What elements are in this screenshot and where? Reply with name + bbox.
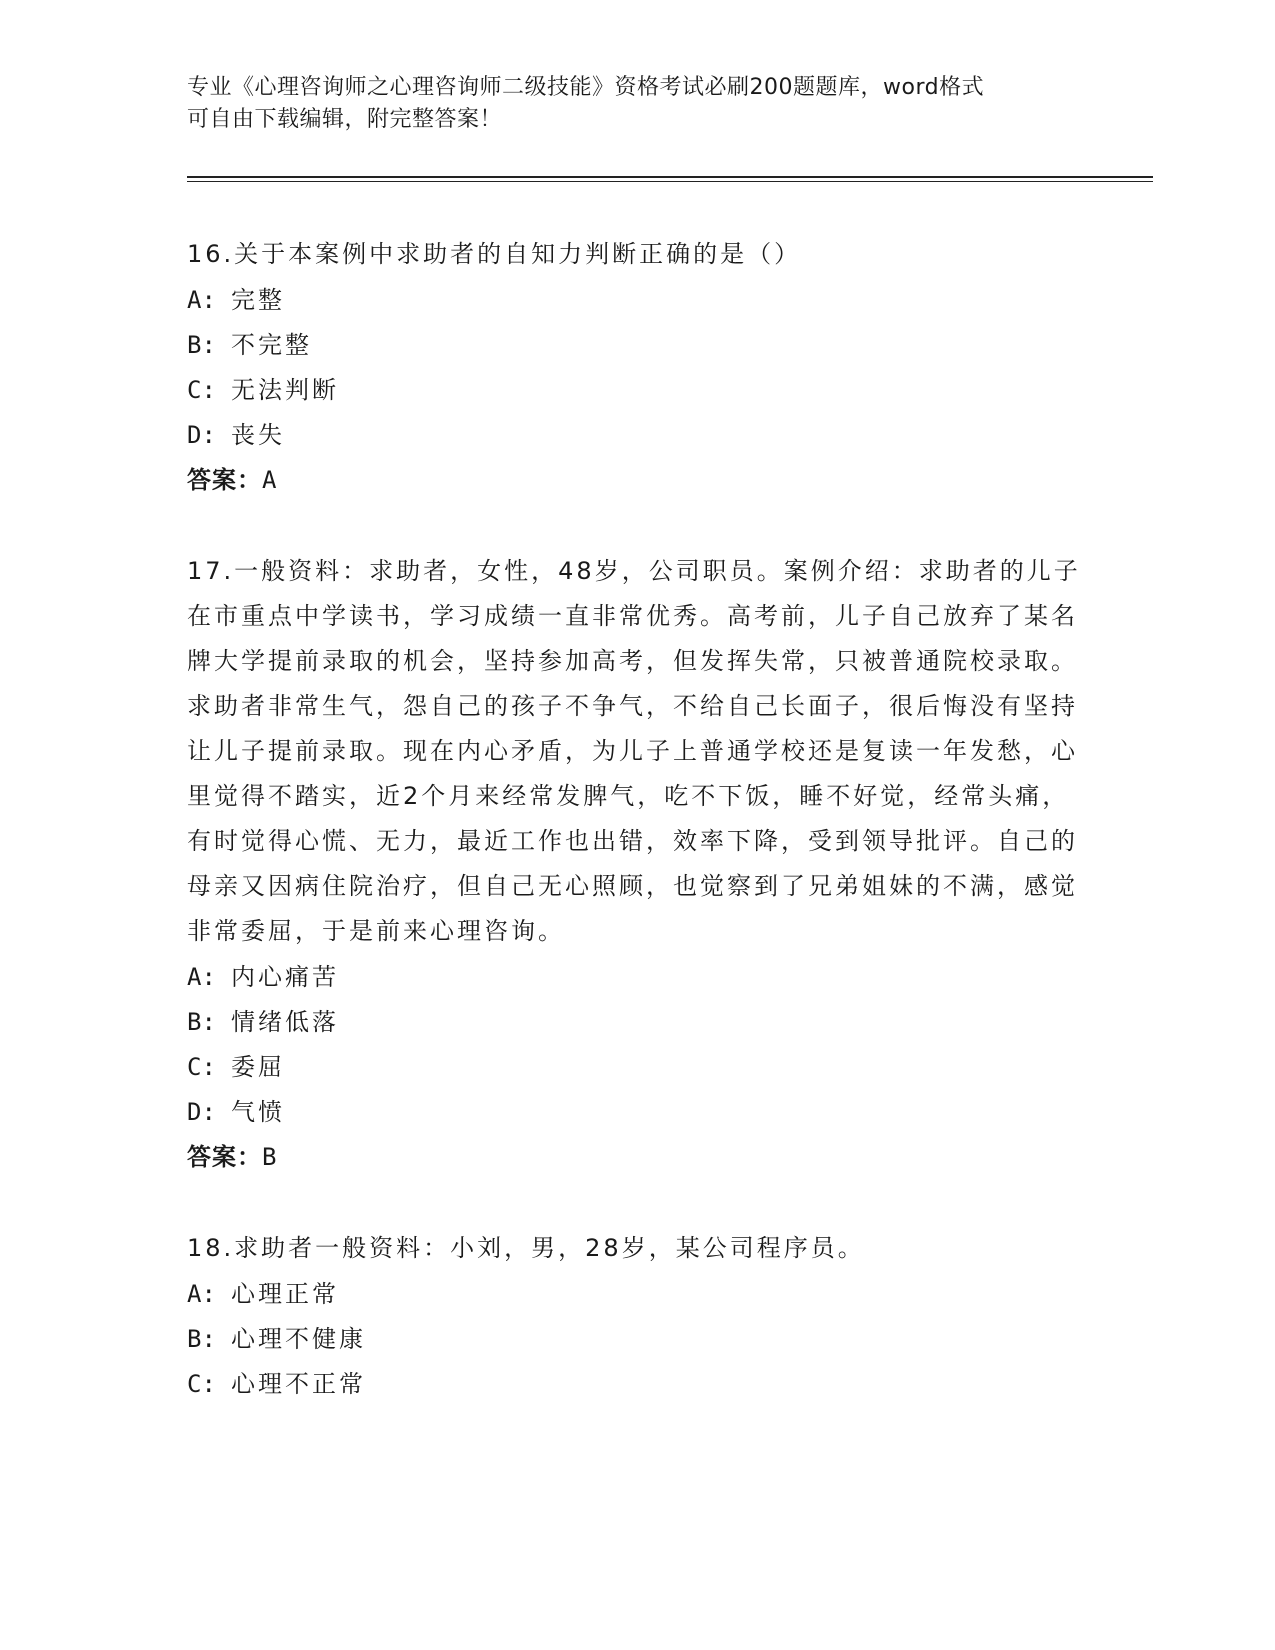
option-letter: D: (187, 1098, 216, 1126)
option-b (187, 1000, 1087, 1045)
option-a (187, 955, 1087, 1000)
option-text: 情绪低落 (231, 1008, 339, 1036)
answer-label: 答案： (187, 1143, 262, 1171)
option-text: 完整 (231, 286, 285, 314)
option-a (187, 278, 1087, 323)
option-letter: C: (187, 376, 216, 404)
question-stem: 16.关于本案例中求助者的自知力判断正确的是（） (187, 240, 802, 268)
option-letter: D: (187, 421, 216, 449)
answer-label: 答案： (187, 466, 262, 494)
option-text: 心理正常 (231, 1280, 339, 1308)
option-text: 无法判断 (231, 376, 339, 404)
header-line-1: 专业《心理咨询师之心理咨询师二级技能》资格考试必刷200题题库，word格式 (187, 75, 985, 100)
option-letter: B: (187, 331, 216, 359)
option-text: 委屈 (231, 1053, 285, 1081)
header-divider (187, 176, 1153, 182)
option-letter: C: (187, 1053, 216, 1081)
option-d (187, 413, 1087, 458)
answer-value: B (262, 1143, 278, 1171)
option-letter: B: (187, 1008, 216, 1036)
option-text: 心理不正常 (231, 1370, 366, 1398)
document-header (187, 72, 1087, 136)
question-stem: 18.求助者一般资料：小刘，男，28岁，某公司程序员。 (187, 1234, 865, 1262)
answer-line (187, 1135, 1087, 1180)
option-text: 不完整 (231, 331, 312, 359)
option-text: 气愤 (231, 1098, 285, 1126)
question-17 (187, 549, 1087, 1180)
option-letter: A: (187, 1280, 216, 1308)
option-b (187, 1317, 1087, 1362)
option-a (187, 1272, 1087, 1317)
option-letter: C: (187, 1370, 216, 1398)
header-line-2: 可自由下载编辑，附完整答案！ (187, 107, 503, 132)
option-text: 心理不健康 (231, 1325, 366, 1353)
option-letter: A: (187, 963, 216, 991)
option-letter: A: (187, 286, 216, 314)
option-c (187, 1362, 1087, 1407)
question-stem: 17.一般资料：求助者，女性，48岁，公司职员。案例介绍：求助者的儿子在市重点中学读书，学习成绩一直非常优秀。高考前，儿子自己放弃了某名牌大学提前录取的机会，坚持参加高考，但发挥失常，只被普通院校录取。求助者非常生气，怨自己的孩子不争气，不给自己长面子，很后悔没有坚持让儿子提前录取。现在内心矛盾，为儿子上普通学校还是复读一年发愁，心里觉得不踏实，近2个月来经常发脾气，吃不下饭，睡不好觉，经常头痛，有时觉得心慌、无力，最近工作也出错，效率下降，受到领导批评。自己的母亲又因病住院治疗，但自己无心照顾，也觉察到了兄弟姐妹的不满，感觉非常委屈，于是前来心理咨询。 (187, 557, 1081, 945)
option-text: 丧失 (231, 421, 285, 449)
option-b (187, 323, 1087, 368)
answer-line (187, 458, 1087, 503)
option-c (187, 1045, 1087, 1090)
question-18 (187, 1226, 1087, 1407)
option-d (187, 1090, 1087, 1135)
option-letter: B: (187, 1325, 216, 1353)
option-c (187, 368, 1087, 413)
answer-value: A (262, 466, 278, 494)
question-16 (187, 232, 1087, 503)
question-list (187, 232, 1087, 1453)
option-text: 内心痛苦 (231, 963, 339, 991)
